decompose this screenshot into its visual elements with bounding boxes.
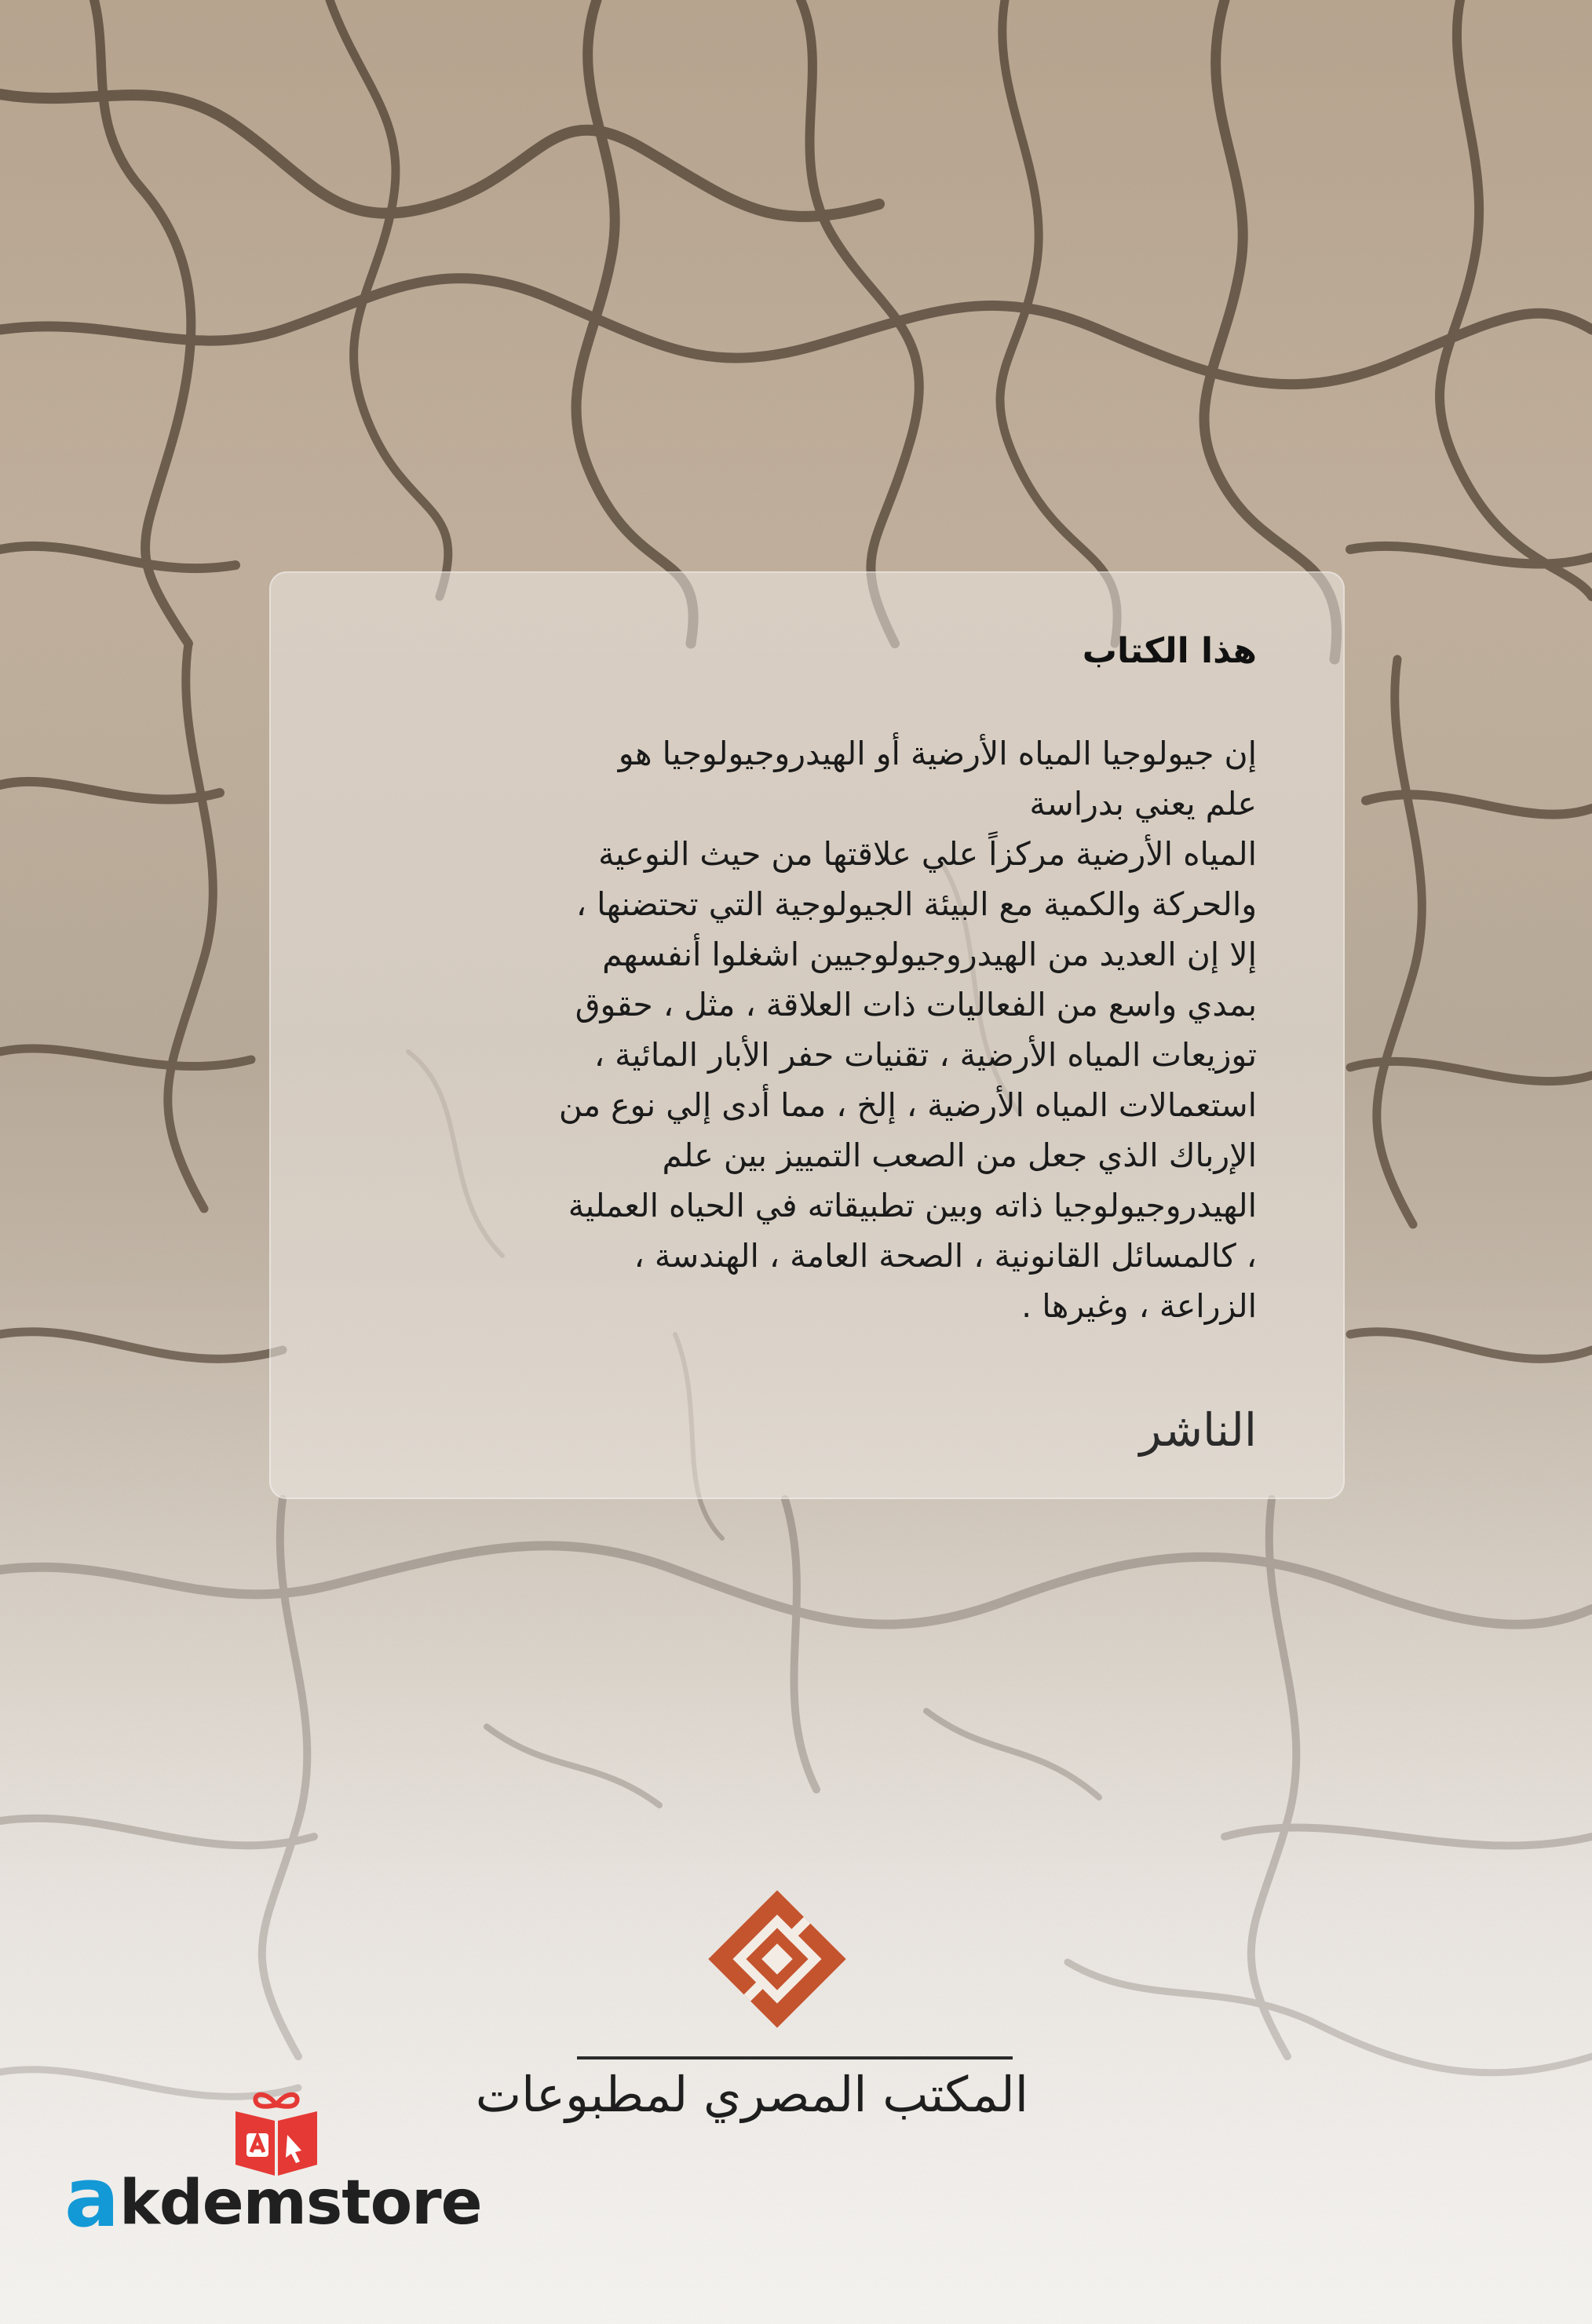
blurb-line: المياه الأرضية مركزاً علي علاقتها من حيث النوعية	[598, 835, 1257, 873]
store-wordmark-rest: kdemstore	[119, 2168, 482, 2238]
publisher-name: المكتب المصري لمطبوعات	[475, 2066, 1028, 2123]
panel-title: هذا الكتاب	[1082, 631, 1257, 671]
blurb-line: ، كالمسائل القانونية ، الصحة العامة ، الهندسة ،	[634, 1237, 1257, 1275]
publisher-divider	[577, 2056, 1013, 2059]
blurb-line: والحركة والكمية مع البيئة الجيولوجية التي تحتضنها ،	[575, 885, 1257, 923]
blurb-line: الهيدروجيولوجيا ذاته وبين تطبيقاته في الحياه العملية	[568, 1187, 1257, 1224]
akdemstore-watermark	[64, 2088, 488, 2245]
gift-book-icon	[229, 2088, 323, 2180]
store-wordmark-a: a	[64, 2150, 120, 2246]
blurb-line: استعمالات المياه الأرضية ، إلخ ، مما أدى إلي نوع من	[558, 1086, 1257, 1124]
blurb-line: علم يعني بدراسة	[1029, 785, 1257, 823]
blurb-line: بمدي واسع من الفعاليات ذات العلاقة ، مثل ، حقوق	[575, 986, 1257, 1023]
blurb-line: إن جيولوجيا المياه الأرضية أو الهيدروجيولوجيا هو	[618, 735, 1257, 772]
blurb-line: توزيعات المياه الأرضية ، تقنيات حفر الأبار المائية ،	[593, 1036, 1257, 1074]
blurb-text	[362, 728, 1257, 1331]
store-wordmark	[64, 2150, 488, 2246]
publisher-signature: الناشر	[1139, 1403, 1257, 1457]
blurb-line: الزراعة ، وغيرها .	[1021, 1287, 1257, 1325]
blurb-line: إلا إن العديد من الهيدروجيولوجيين اشغلوا أنفسهم	[602, 936, 1257, 973]
publisher-emblem-icon	[707, 1888, 848, 2030]
blurb-line: الإرباك الذي جعل من الصعب التمييز بين علم	[662, 1136, 1257, 1174]
blurb-panel	[269, 571, 1345, 1499]
